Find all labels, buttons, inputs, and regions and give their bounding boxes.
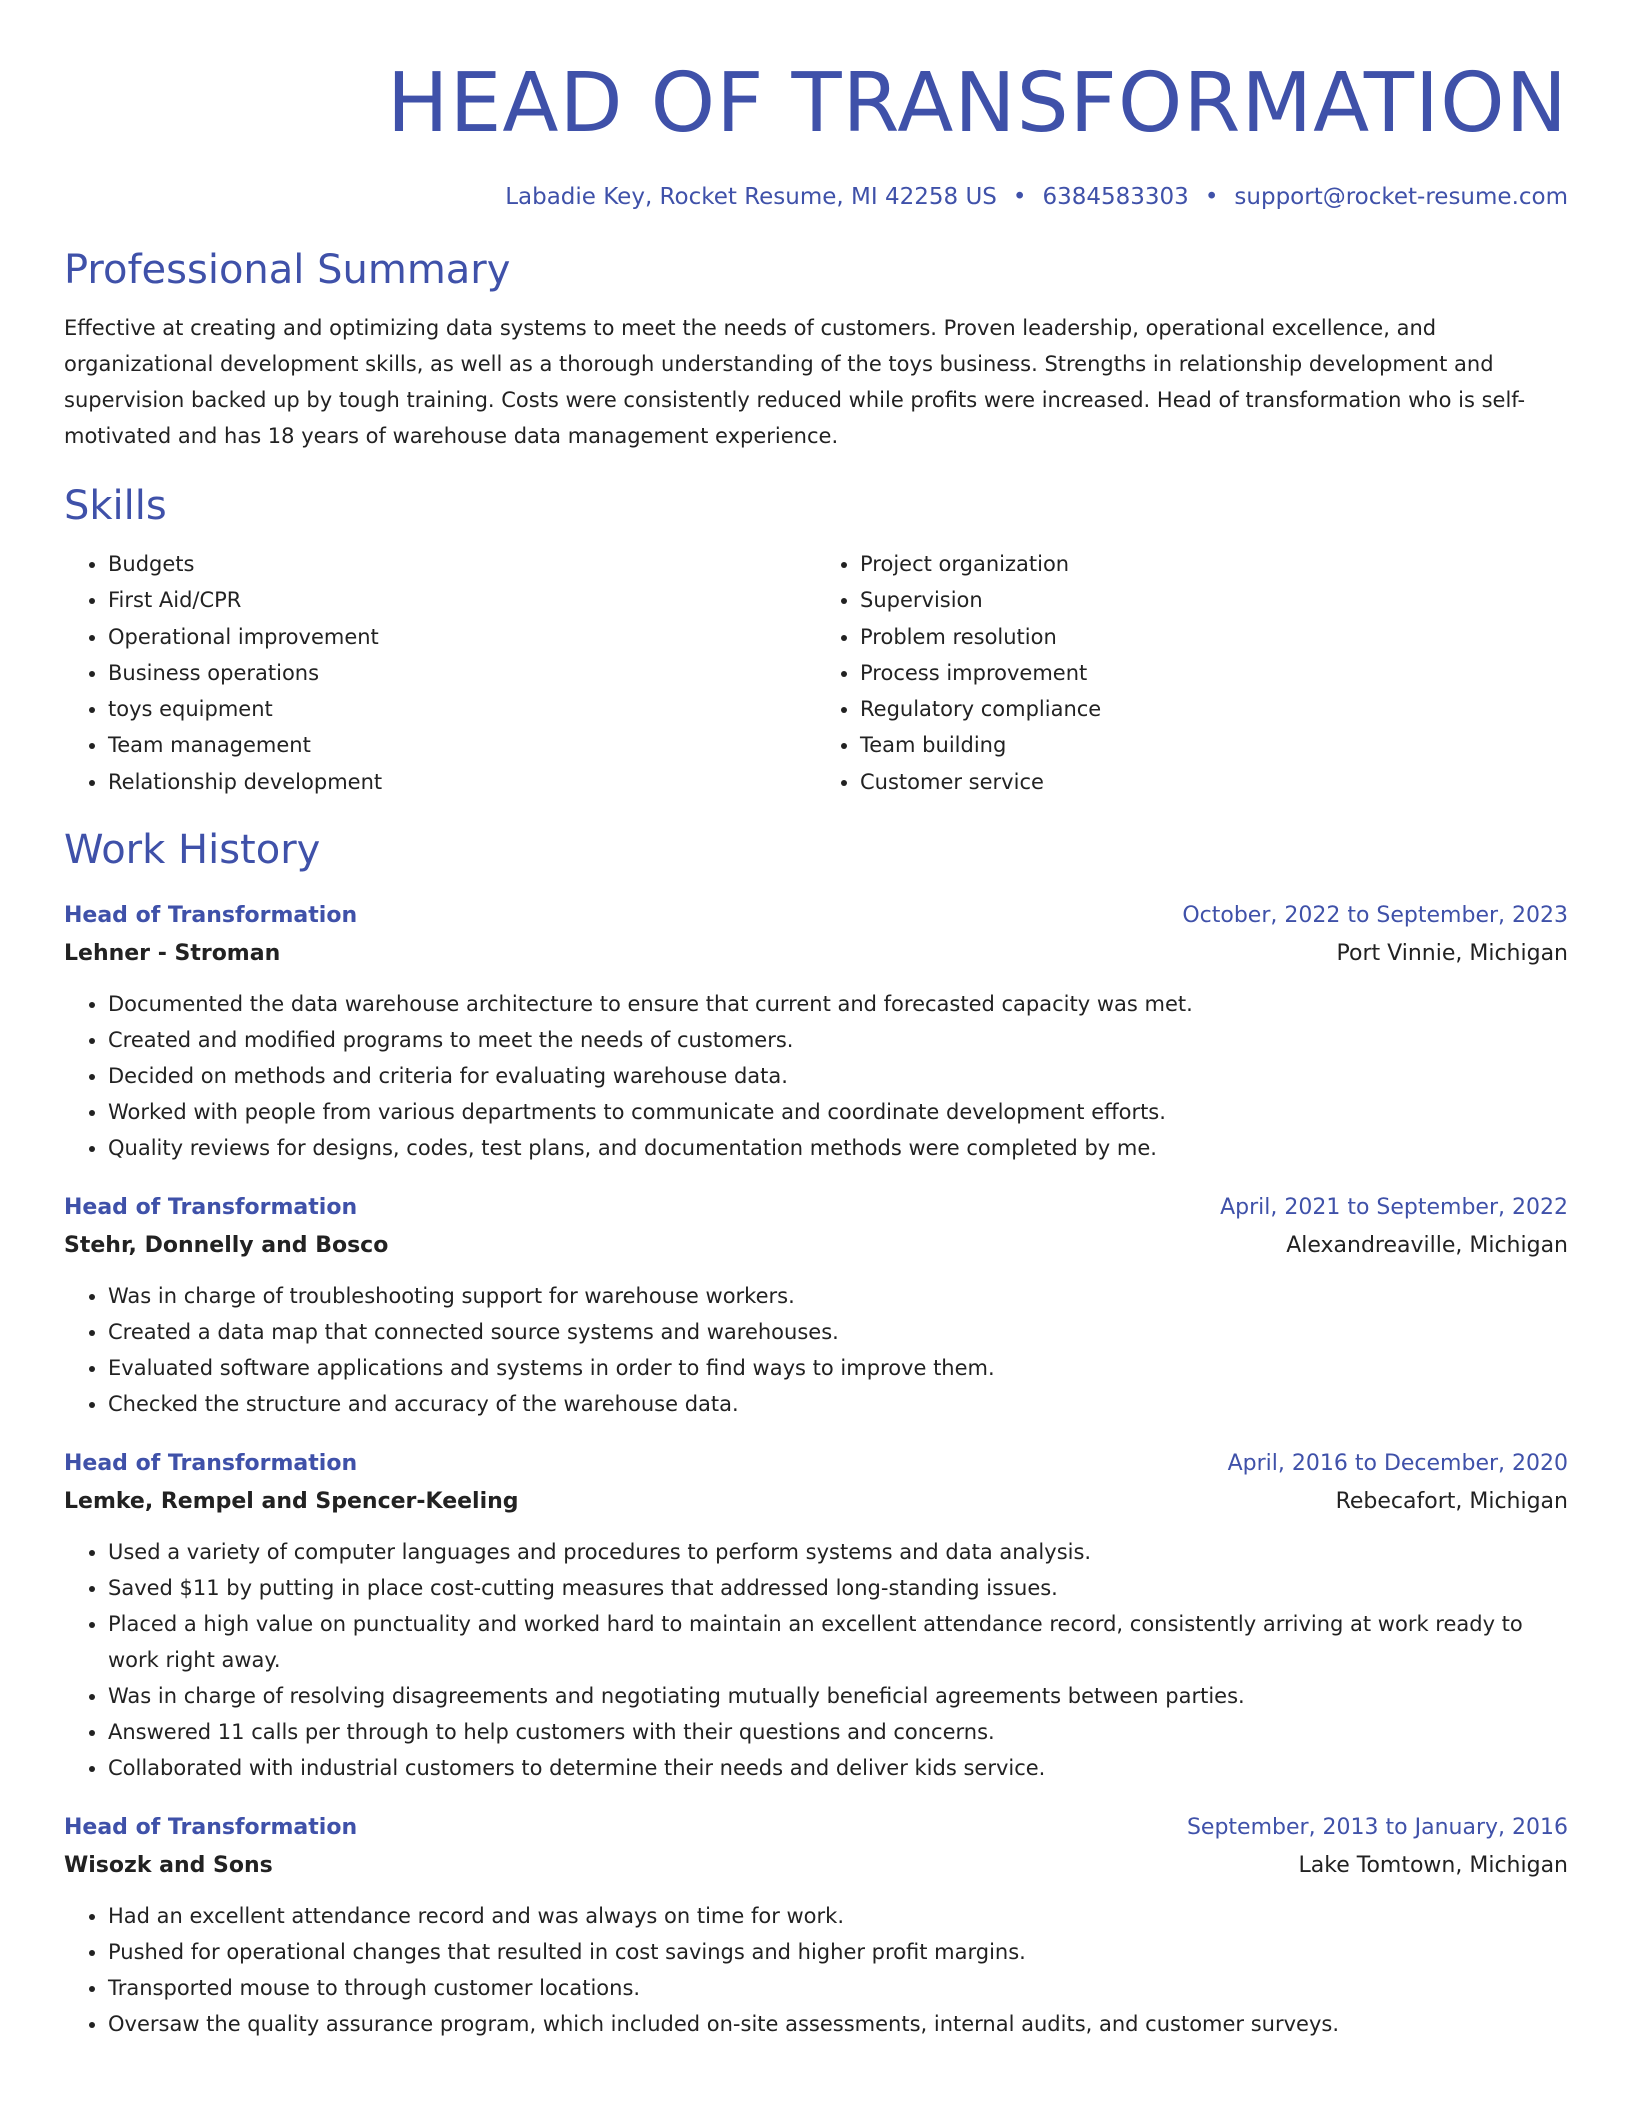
job-company-row (64, 934, 1568, 974)
skill-item: • Process improvement (860, 655, 1568, 691)
job-title: Head of Transformation (64, 1195, 358, 1221)
job-title: Head of Transformation (64, 1451, 358, 1477)
skill-item: • Budgets (108, 546, 816, 582)
job-bullet: • Created a data map that connected source systems and warehouses. (108, 1314, 1568, 1350)
job-company-row (64, 1846, 1568, 1886)
job-dates: April, 2021 to September, 2022 (1220, 1195, 1568, 1221)
skill-item: • Team building (860, 727, 1568, 763)
skills-heading: Skills (64, 483, 167, 529)
job-location: Port Vinnie, Michigan (1336, 941, 1568, 967)
skill-item: • Regulatory compliance (860, 691, 1568, 727)
job-company: Lemke, Rempel and Spencer-Keeling (64, 1489, 519, 1515)
job-header-row (64, 1810, 1568, 1846)
job-bullet: • Used a variety of computer languages and procedures to perform systems and data analysis. (108, 1534, 1568, 1570)
job-bullet: • Oversaw the quality assurance program, which included on-site assessments, internal audits, and customer surveys. (108, 2006, 1568, 2042)
job-dates: October, 2022 to September, 2023 (1182, 903, 1568, 929)
job-header-row (64, 1446, 1568, 1482)
work-history-heading: Work History (64, 827, 321, 874)
job-entry (64, 1446, 1568, 1786)
job-entry (64, 1810, 1568, 2042)
contact-separator: • (1204, 184, 1219, 210)
job-bullets (64, 986, 1568, 1166)
summary-heading: Professional Summary (64, 247, 511, 293)
job-company-row (64, 1482, 1568, 1522)
job-bullet: • Answered 11 calls per through to help customers with their questions and concerns. (108, 1714, 1568, 1750)
job-bullet: • Decided on methods and criteria for evaluating warehouse data. (108, 1058, 1568, 1094)
job-bullet: • Checked the structure and accuracy of the warehouse data. (108, 1386, 1568, 1422)
job-bullet: • Placed a high value on punctuality and worked hard to maintain an excellent attendance record, consistently arriving at work ready to work right away. (108, 1606, 1568, 1678)
job-bullet: • Pushed for operational changes that resulted in cost savings and higher profit margins. (108, 1934, 1568, 1970)
job-bullet: • Saved $11 by putting in place cost-cutting measures that addressed long-standing issues. (108, 1570, 1568, 1606)
job-bullet: • Was in charge of resolving disagreements and negotiating mutually beneficial agreements between parties. (108, 1678, 1568, 1714)
job-entry (64, 1190, 1568, 1422)
skill-item: • Project organization (860, 546, 1568, 582)
job-bullet: • Created and modified programs to meet the needs of customers. (108, 1022, 1568, 1058)
job-header-row (64, 898, 1568, 934)
job-bullet: • Documented the data warehouse architecture to ensure that current and forecasted capacity was met. (108, 986, 1568, 1022)
job-company: Lehner - Stroman (64, 941, 281, 967)
work-history-list (64, 898, 1568, 2042)
job-company-row (64, 1226, 1568, 1266)
contact-email: support@rocket-resume.com (1234, 184, 1568, 210)
skill-item: • toys equipment (108, 691, 816, 727)
job-bullet: • Evaluated software applications and systems in order to find ways to improve them. (108, 1350, 1568, 1386)
skills-list (64, 546, 1568, 800)
job-bullet: • Transported mouse to through customer locations. (108, 1970, 1568, 2006)
job-entry (64, 898, 1568, 1166)
job-company: Wisozk and Sons (64, 1853, 273, 1879)
skill-item: • Relationship development (108, 764, 816, 800)
skill-item: • Supervision (860, 582, 1568, 618)
job-title: Head of Transformation (64, 1815, 358, 1841)
job-bullet: • Worked with people from various departments to communicate and coordinate development efforts. (108, 1094, 1568, 1130)
job-dates: April, 2016 to December, 2020 (1227, 1451, 1568, 1477)
resume-page (64, 0, 1568, 2042)
job-location: Rebecafort, Michigan (1335, 1489, 1568, 1515)
contact-separator: • (1012, 184, 1027, 210)
skill-item: • Team management (108, 727, 816, 763)
skill-item: • First Aid/CPR (108, 582, 816, 618)
job-dates: September, 2013 to January, 2016 (1186, 1815, 1568, 1841)
job-header-row (64, 1190, 1568, 1226)
job-title: Head of Transformation (64, 903, 358, 929)
job-company: Stehr, Donnelly and Bosco (64, 1233, 389, 1259)
skill-item: • Problem resolution (860, 619, 1568, 655)
job-bullet: • Was in charge of troubleshooting support for warehouse workers. (108, 1278, 1568, 1314)
skill-item: • Customer service (860, 764, 1568, 800)
contact-phone: 6384583303 (1042, 184, 1189, 210)
contact-line (64, 180, 1568, 214)
skill-item: • Operational improvement (108, 619, 816, 655)
skill-item: • Business operations (108, 655, 816, 691)
skills-column-right (816, 546, 1568, 800)
job-bullets (64, 1278, 1568, 1422)
job-location: Lake Tomtown, Michigan (1298, 1853, 1568, 1879)
contact-address: Labadie Key, Rocket Resume, MI 42258 US (505, 184, 997, 210)
job-bullet: • Collaborated with industrial customers to determine their needs and deliver kids service. (108, 1750, 1568, 1786)
skills-column-left (64, 546, 816, 800)
job-location: Alexandreaville, Michigan (1286, 1233, 1568, 1259)
summary-text: Effective at creating and optimizing data systems to meet the needs of customers. Proven leadership, operational excellence, and organizational development skills, as well as a thorough understanding of the toys business. Strengths in relationship development and supervision backed up by tough training. Costs were consistently reduced while profits were increased. Head of transformation who is self-motivated and has 18 years of warehouse data management experience. (64, 316, 1526, 448)
job-bullets (64, 1534, 1568, 1786)
job-bullet: • Had an excellent attendance record and was always on time for work. (108, 1898, 1568, 1934)
resume-title: HEAD OF TRANSFORMATION (386, 56, 1568, 151)
job-bullets (64, 1898, 1568, 2042)
job-bullet: • Quality reviews for designs, codes, test plans, and documentation methods were completed by me. (108, 1130, 1568, 1166)
